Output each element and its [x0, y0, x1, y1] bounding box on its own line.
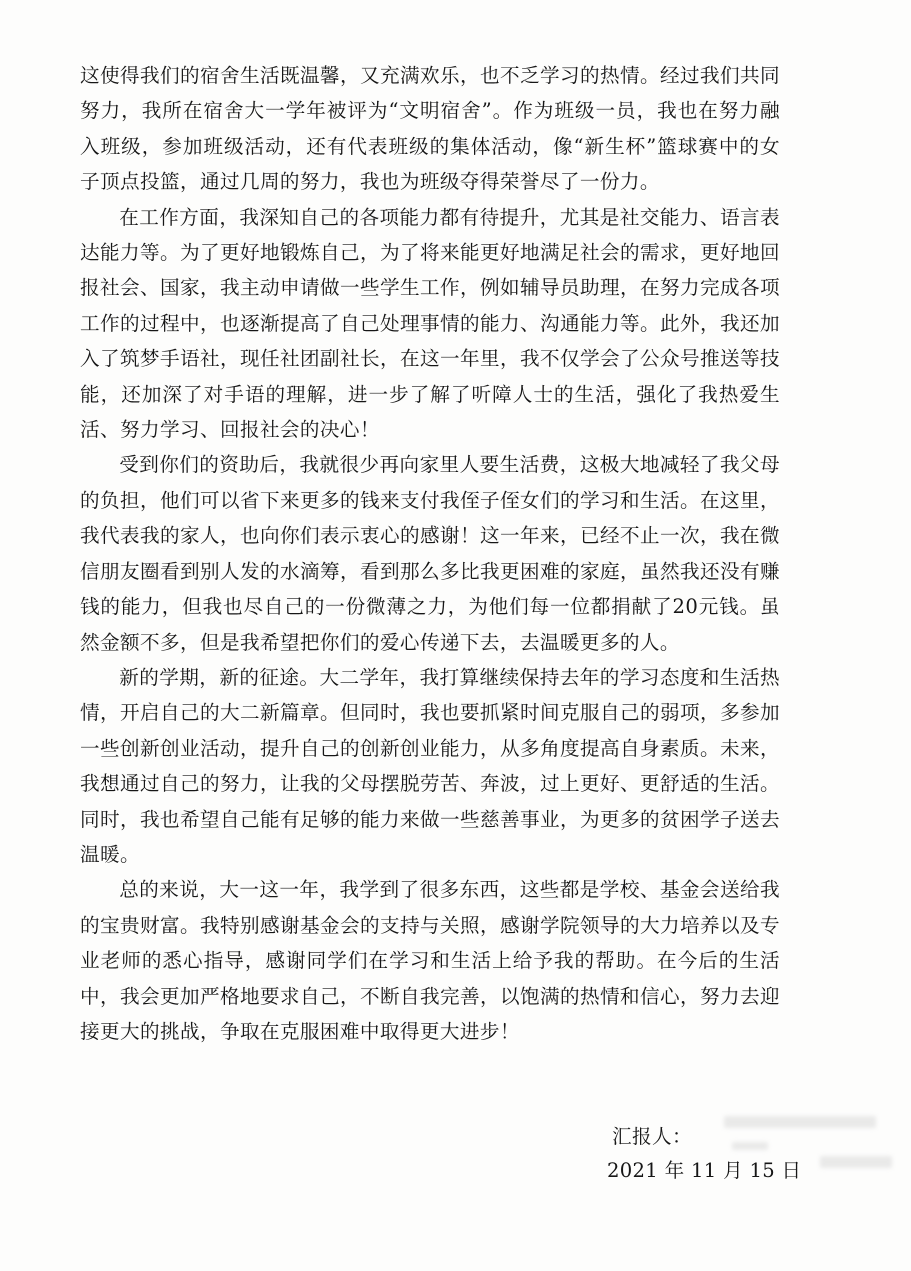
paragraph-summary: 总的来说，大一这一年，我学到了很多东西，这些都是学校、基金会送给我的宝贵财富。我特别感谢基金会的支持与关照，感谢学院领导的大力培养以及专业老师的悉心指导，感谢同学们在学习和生活上给予我的帮助。在今后的生活中，我会更加严格地要求自己，不断自我完善，以饱满的热情和信心，努力去迎接更大的挑战，争取在克服困难中取得更大进步！: [80, 878, 780, 1043]
paragraph-funding: 受到你们的资助后，我就很少再向家里人要生活费，这极大地减轻了我父母的负担，他们可以省下来更多的钱来支付我侄子侄女们的学习和生活。在这里，我代表我的家人，也向你们表示衷心的感谢！这一年来，已经不止一次，我在微信朋友圈看到别人发的水滴筹，看到那么多比我更困难的家庭，虽然我还没有赚钱的能力，但我也尽自己的一份微薄之力，为他们每一位都捐献了20元钱。虽然金额不多，但是我希望把你们的爱心传递下去，去温暖更多的人。: [80, 453, 780, 654]
signature-label: 汇报人：: [612, 1125, 692, 1148]
letter-body: [80, 58, 780, 1049]
paragraph-new-semester: 新的学期，新的征途。大二学年，我打算继续保持去年的学习态度和生活热情，开启自己的大二新篇章。但同时，我也要抓紧时间克服自己的弱项，多参加一些创新创业活动，提升自己的创新创业能力，从多角度提高自身素质。未来，我想通过自己的努力，让我的父母摆脱劳苦、奔波，过上更好、更舒适的生活。同时，我也希望自己能有足够的能力来做一些慈善事业，为更多的贫困学子送去温暖。: [80, 665, 780, 866]
report-date: 2021 年 11 月 15 日: [607, 1159, 802, 1182]
redaction-mark: [732, 1142, 768, 1150]
paragraph-work: 在工作方面，我深知自己的各项能力都有待提升，尤其是社交能力、语言表达能力等。为了更好地锻炼自己，为了将来能更好地满足社会的需求，更好地回报社会、国家，我主动申请做一些学生工作，例如辅导员助理，在努力完成各项工作的过程中，也逐渐提高了自己处理事情的能力、沟通能力等。此外，我还加入了筑梦手语社，现任社团副社长，在这一年里，我不仅学会了公众号推送等技能，还加深了对手语的理解，进一步了解了听障人士的生活，强化了我热爱生活、努力学习、回报社会的决心！: [80, 205, 780, 442]
redaction-mark: [820, 1156, 892, 1168]
paragraph-dormitory: 这使得我们的宿舍生活既温馨，又充满欢乐，也不乏学习的热情。经过我们共同努力，我所在宿舍大一学年被评为“文明宿舍”。作为班级一员，我也在努力融入班级，参加班级活动，还有代表班级的集体活动，像“新生杯”篮球赛中的女子顶点投篮，通过几周的努力，我也为班级夺得荣誉尽了一份力。: [80, 64, 780, 194]
redaction-mark: [724, 1116, 876, 1128]
